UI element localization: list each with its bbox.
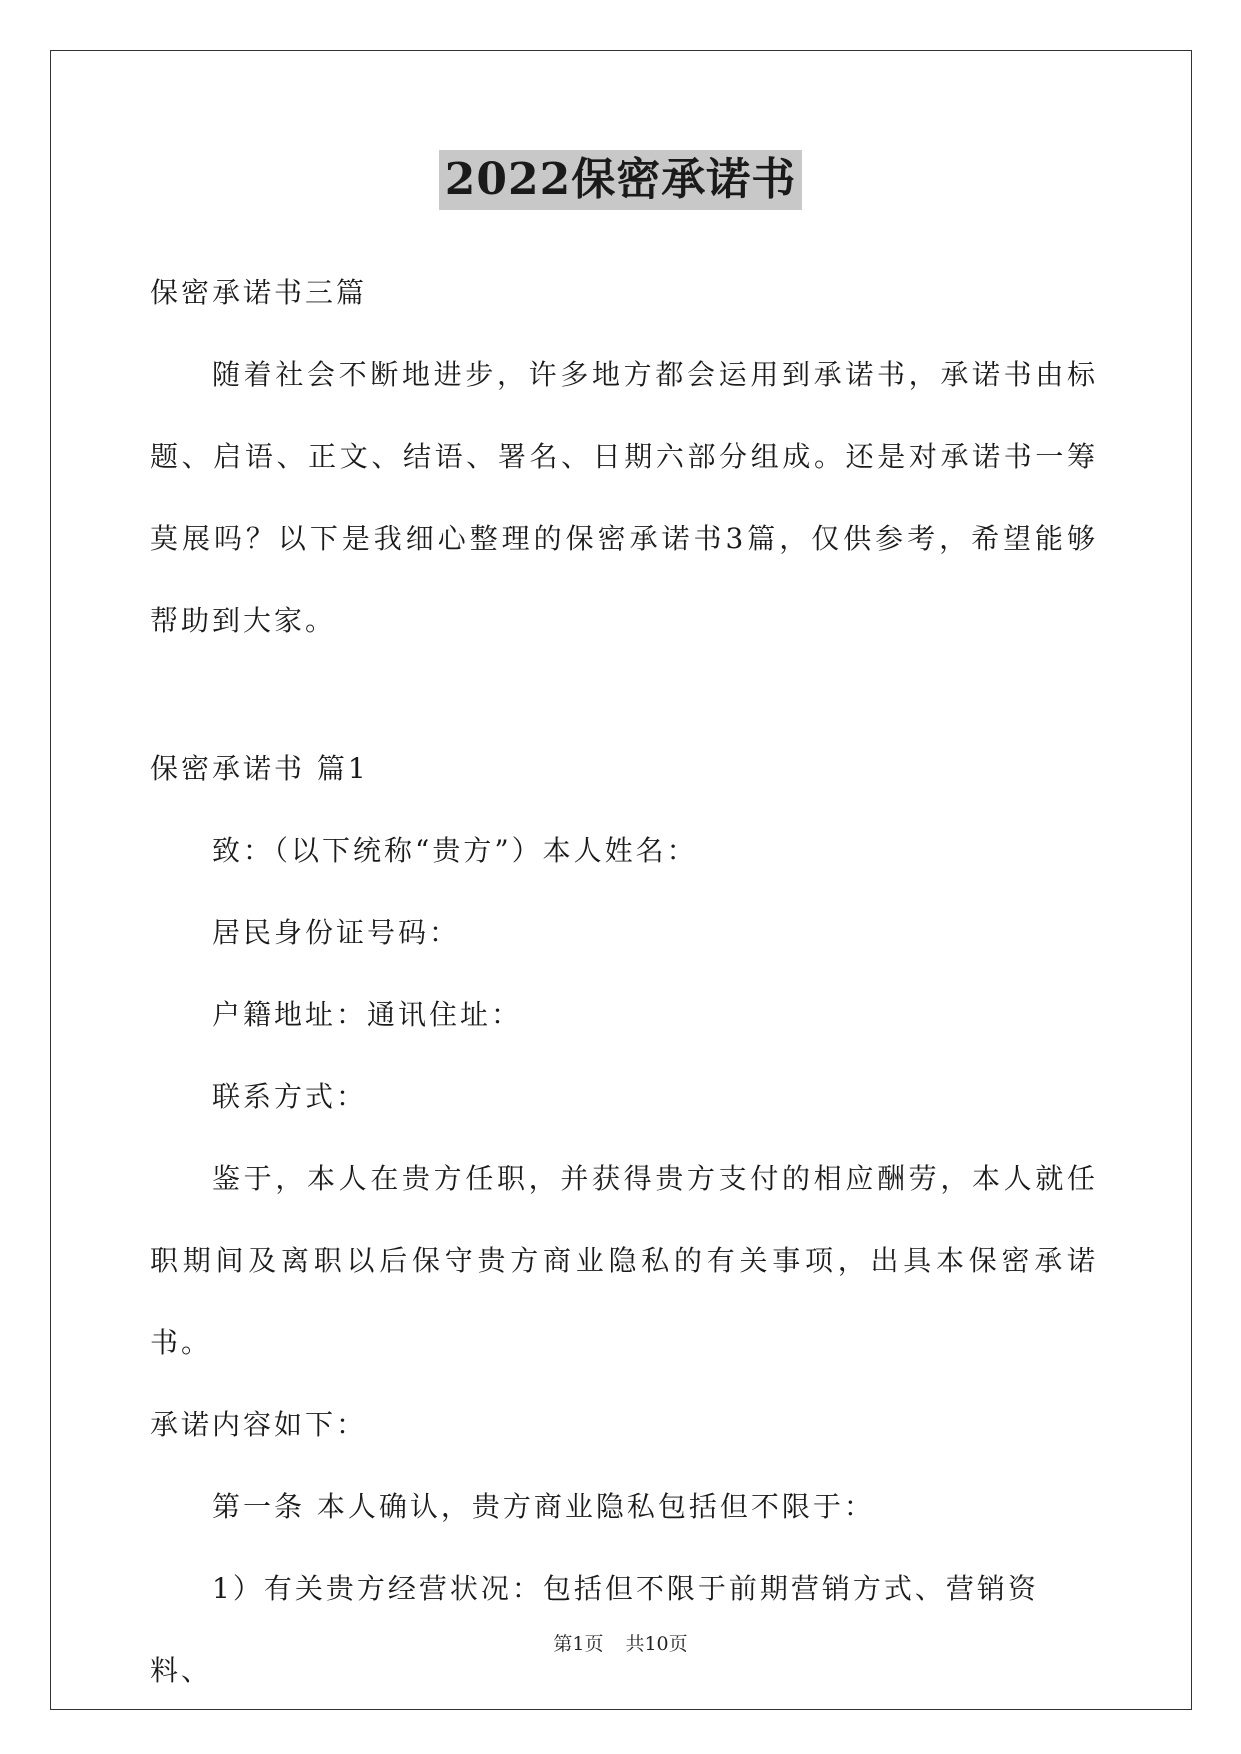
subtitle-paragraph: 保密承诺书三篇 xyxy=(150,276,368,309)
article-one-item-1: 1）有关贵方经营状况：包括但不限于前期营销方式、营销资料、 xyxy=(150,1572,1039,1687)
page-footer xyxy=(0,1632,1241,1656)
page-number: 第1页 xyxy=(553,1633,604,1655)
article-one: 第一条 本人确认，贵方商业隐私包括但不限于： xyxy=(212,1490,875,1523)
paragraph-gap xyxy=(150,662,1098,728)
addressee-line: 致：（以下统称“贵方”）本人姓名： xyxy=(212,834,698,867)
address-line: 户籍地址：通讯住址： xyxy=(212,998,523,1031)
contact-line: 联系方式： xyxy=(212,1080,368,1113)
section-heading: 保密承诺书 篇1 xyxy=(150,752,369,785)
document-title xyxy=(0,150,1241,213)
commitment-intro: 承诺内容如下： xyxy=(150,1408,368,1441)
page-total: 共10页 xyxy=(625,1633,688,1655)
id-number-line: 居民身份证号码： xyxy=(212,916,461,949)
document-title-text: 2022保密承诺书 xyxy=(439,150,802,210)
document-body xyxy=(150,252,1098,1712)
intro-paragraph: 随着社会不断地进步，许多地方都会运用到承诺书，承诺书由标题、启语、正文、结语、署名、日期六部分组成。还是对承诺书一筹莫展吗？以下是我细心整理的保密承诺书3篇，仅供参考，希望能够帮助到大家。 xyxy=(150,358,1098,637)
whereas-paragraph: 鉴于，本人在贵方任职，并获得贵方支付的相应酬劳，本人就任职期间及离职以后保守贵方商业隐私的有关事项，出具本保密承诺书。 xyxy=(150,1162,1098,1359)
